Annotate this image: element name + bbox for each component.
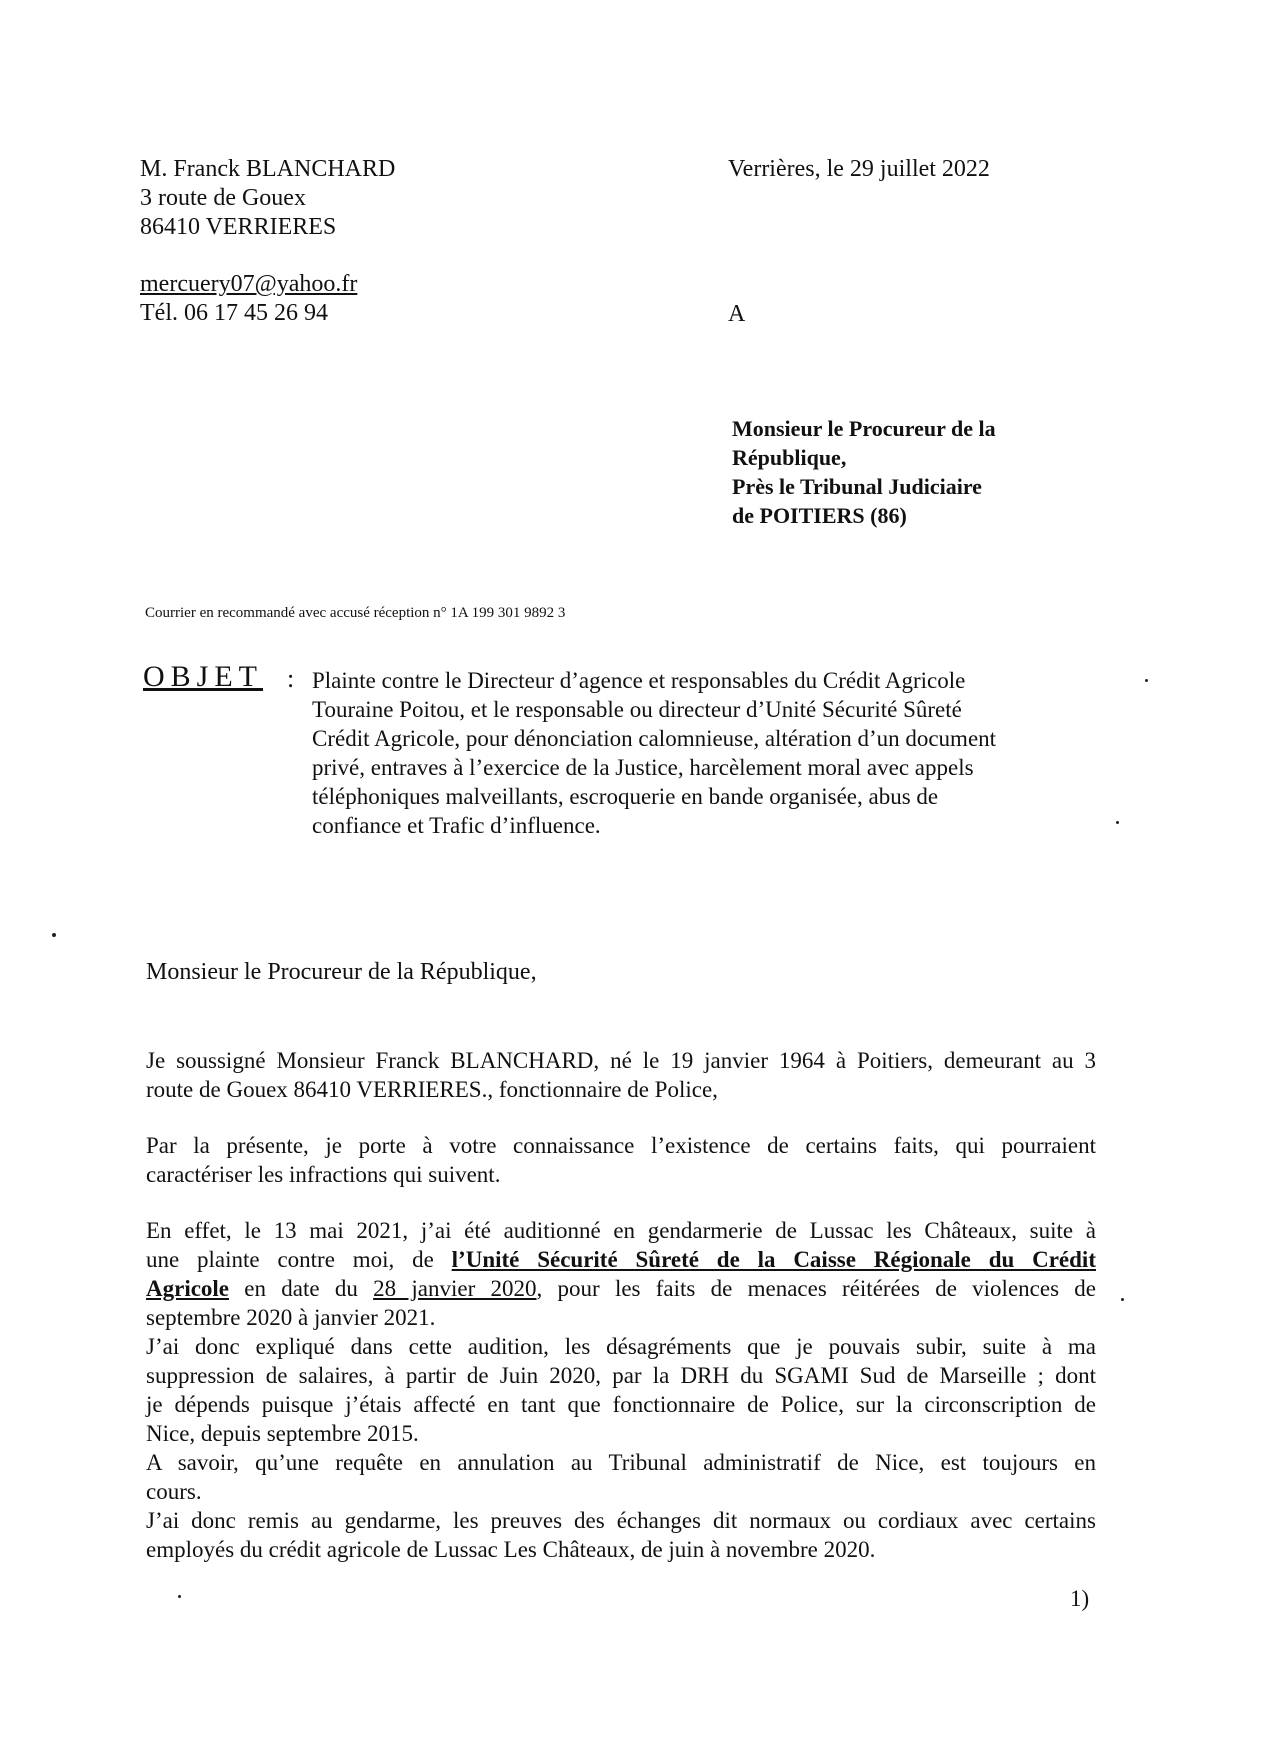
paragraph-line	[146, 1245, 1096, 1274]
text-segment: en date du	[229, 1276, 374, 1301]
objet-line: Crédit Agricole, pour dénonciation calomnieuse, altération d’un document	[312, 726, 997, 751]
objet-line: Touraine Poitou, et le responsable ou directeur d’Unité Sécurité Sûreté	[312, 697, 962, 722]
scan-speck	[1145, 679, 1148, 682]
paragraph-line: employés du crédit agricole de Lussac Les Châteaux, de juin à novembre 2020.	[146, 1537, 876, 1562]
paragraph-line: suppression de salaires, à partir de Juin 2020, par la DRH du SGAMI Sud de Marseille ; dont	[146, 1363, 1096, 1388]
scan-speck	[1116, 821, 1119, 824]
paragraph-line: je dépends puisque j’étais affecté en tant que fonctionnaire de Police, sur la circonscription de	[146, 1392, 1096, 1417]
objet-text	[312, 666, 1132, 840]
objet-colon: :	[287, 664, 295, 693]
recipient-block	[732, 414, 996, 530]
paragraph-purpose	[146, 1131, 1096, 1189]
plaintiff-name-end: Agricole	[146, 1276, 230, 1301]
registered-mail-note: Courrier en recommandé avec accusé réception n° 1A 199 301 9892 3	[145, 605, 566, 621]
paragraph-line: Par la présente, je porte à votre connaissance l’existence de certains faits, qui pourraient	[146, 1133, 1096, 1158]
objet-line: confiance et Trafic d’influence.	[312, 813, 601, 838]
letter-date: Verrières, le 29 juillet 2022	[728, 156, 990, 182]
paragraph-line: J’ai donc expliqué dans cette audition, les désagréments que je pouvais subir, suite à ma	[146, 1334, 1096, 1359]
paragraph-line: Je soussigné Monsieur Franck BLANCHARD, né le 19 janvier 1964 à Poitiers, demeurant au 3	[146, 1048, 1096, 1073]
paragraph-line: route de Gouex 86410 VERRIERES., fonctionnaire de Police,	[146, 1077, 718, 1102]
recipient-line: Près le Tribunal Judiciaire	[732, 474, 982, 499]
sender-block	[140, 155, 395, 328]
paragraph-line: A savoir, qu’une requête en annulation au Tribunal administratif de Nice, est toujours en	[146, 1450, 1096, 1475]
sender-name: M. Franck BLANCHARD	[140, 156, 396, 182]
paragraph-line: caractériser les infractions qui suivent.	[146, 1162, 501, 1187]
scan-speck	[178, 1595, 181, 1598]
paragraph-line	[146, 1274, 1096, 1303]
paragraph-line: En effet, le 13 mai 2021, j’ai été auditionné en gendarmerie de Lussac les Châteaux, suite à	[146, 1218, 1096, 1243]
scan-speck	[1121, 1298, 1124, 1301]
complaint-date: 28 janvier 2020	[373, 1276, 537, 1301]
salutation: Monsieur le Procureur de la République,	[146, 959, 537, 985]
scan-speck	[52, 933, 56, 937]
objet-line: téléphoniques malveillants, escroquerie en bande organisée, abus de	[312, 784, 939, 809]
paragraph-line: Nice, depuis septembre 2015.	[146, 1421, 419, 1446]
paragraph-identity	[146, 1046, 1096, 1104]
text-segment: , pour les faits de menaces réitérées de violences de	[536, 1276, 1096, 1301]
paragraph-line: J’ai donc remis au gendarme, les preuves des échanges dit normaux ou cordiaux avec certains	[146, 1508, 1096, 1533]
sender-city: 86410 VERRIERES	[140, 214, 337, 240]
sender-phone: Tél. 06 17 45 26 94	[140, 300, 328, 326]
page-number: 1)	[1070, 1586, 1090, 1611]
objet-line: privé, entraves à l’exercice de la Justice, harcèlement moral avec appels	[312, 755, 974, 780]
sender-street: 3 route de Gouex	[140, 185, 306, 211]
plaintiff-name: l’Unité Sécurité Sûreté de la Caisse Régionale du Crédit	[451, 1247, 1096, 1272]
objet-label: OBJET	[143, 660, 263, 693]
sender-email[interactable]: mercuery07@yahoo.fr	[140, 271, 358, 297]
to-label: A	[728, 301, 746, 327]
objet-line: Plainte contre le Directeur d’agence et responsables du Crédit Agricole	[312, 668, 966, 693]
paragraph-facts	[146, 1216, 1096, 1564]
text-segment: une plainte contre moi, de	[146, 1247, 452, 1272]
recipient-line: de POITIERS (86)	[732, 503, 907, 528]
recipient-line: République,	[732, 445, 847, 470]
recipient-line: Monsieur le Procureur de la	[732, 416, 996, 441]
paragraph-line: septembre 2020 à janvier 2021.	[146, 1305, 436, 1330]
paragraph-line: cours.	[146, 1479, 202, 1504]
